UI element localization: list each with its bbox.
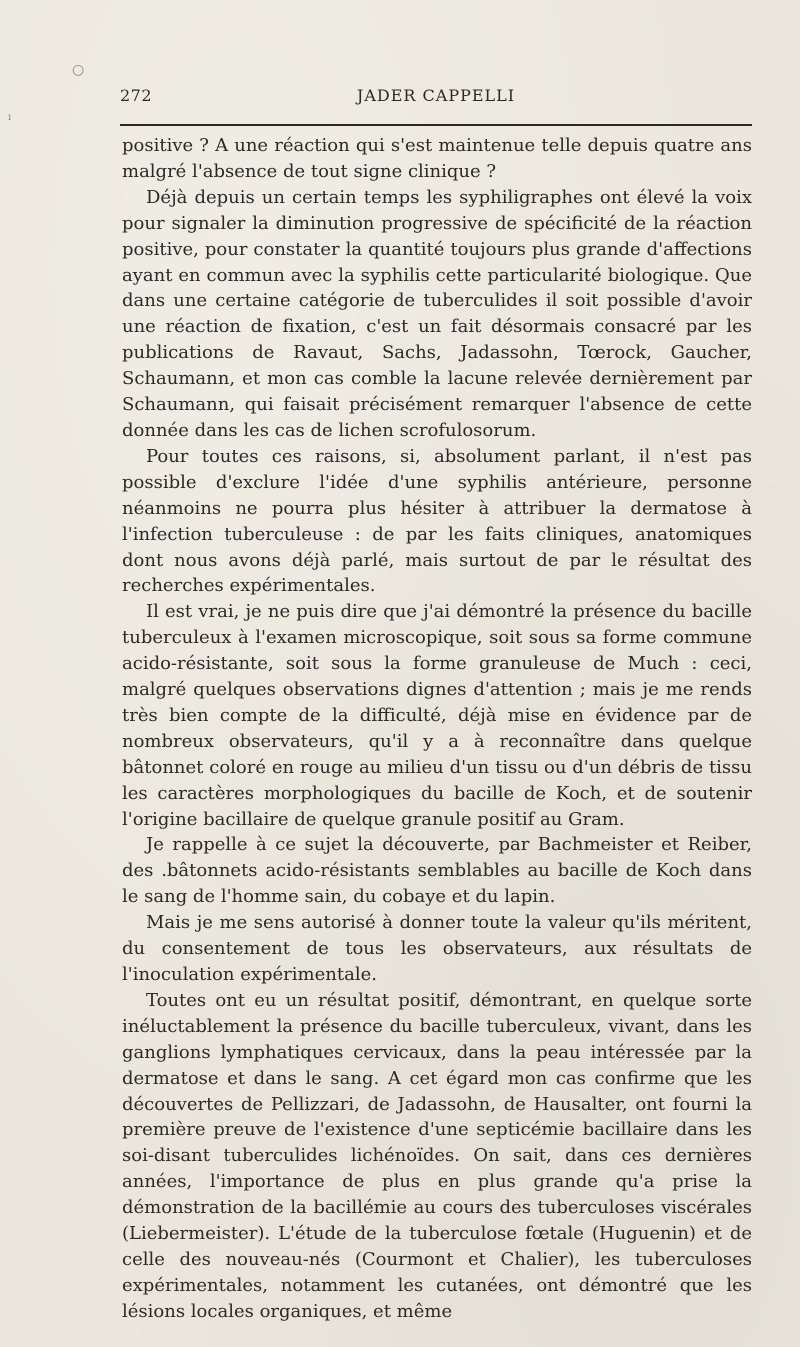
page-header xyxy=(120,86,752,110)
margin-tick-icon: ı xyxy=(8,112,12,123)
paragraph: Mais je me sens autorisé à donner toute la valeur qu'ils méritent, du consentement de tous les observateurs, aux résultats de l'inoculation expérimentale. xyxy=(122,912,752,985)
paragraph: Je rappelle à ce sujet la découverte, par Bachmeister et Reiber, des .bâtonnets acido-résistants semblables au bacille de Koch dans le sang de l'homme sain, du cobaye et du lapin. xyxy=(122,834,752,908)
margin-mark-icon: ○ xyxy=(72,62,85,78)
paragraph: Pour toutes ces raisons, si, absolument parlant, il n'est pas possible d'exclure l'idée d'une syphilis antérieure, personne néanmoins ne pourra plus hésiter à attribuer la dermatose à l'infection tuberculeuse : de par les faits cliniques, anatomiques dont nous avons déjà parlé, mais surtout de par le résultat des recherches expérimentales. xyxy=(122,445,752,597)
header-rule xyxy=(120,124,752,126)
paragraph: Déjà depuis un certain temps les syphiligraphes ont élevé la voix pour signaler la diminution progressive de spécificité de la réaction positive, pour constater la quantité toujours plus grande d'affections ayant en commun avec la syphilis cette particularité biologique. Que dans une certaine catégorie de tuberculides il soit possible d'avoir une réaction de fixation, c'est un fait désormais consacré par les publications de Ravaut, Sachs, Jadassohn, Tœrock, Gaucher, Schaumann, et mon cas comble la lacune relevée dernièrement par Schaumann, qui faisait précisément remarquer l'absence de cette donnée dans les cas de lichen scrofulosorum. xyxy=(122,186,752,441)
body-text xyxy=(122,133,752,1325)
page-number: 272 xyxy=(120,86,153,105)
paragraph: positive ? A une réaction qui s'est maintenue telle depuis quatre ans malgré l'absence de tout signe clinique ? xyxy=(122,135,752,182)
running-title: JADER CAPPELLI xyxy=(356,86,516,105)
paragraph: Il est vrai, je ne puis dire que j'ai démontré la présence du bacille tuberculeux à l'examen microscopique, soit sous sa forme commune acido-résistante, soit sous la forme granuleuse de Much : ceci, malgré quelques observations dignes d'attention ; mais je me rends très bien compte de la difficulté, déjà mise en évidence par de nombreux observateurs, qu'il y a à reconnaître dans quelque bâtonnet coloré en rouge au milieu d'un tissu ou d'un débris de tissu les caractères morphologiques du bacille de Koch, et de soutenir l'origine bacillaire de quelque granule positif au Gram. xyxy=(122,601,752,830)
paragraph: Toutes ont eu un résultat positif, démontrant, en quelque sorte inéluctablement la présence du bacille tuberculeux, vivant, dans les ganglions lymphatiques cervicaux, dans la peau intéressée par la dermatose et dans le sang. A cet égard mon cas confirme que les découvertes de Pellizzari, de Jadassohn, de Hausalter, ont fourni la première preuve de l'existence d'une septicémie bacillaire dans les soi-disant tuberculides lichénoïdes. On sait, dans ces dernières années, l'importance de plus en plus grande qu'a prise la démonstration de la bacillémie au cours des tuberculoses viscérales (Liebermeister). L'étude de la tuberculose fœtale (Huguenin) et de celle des nouveau-nés (Courmont et Chalier), les tuberculoses expérimentales, notamment les cutanées, ont démontré que les lésions locales organiques, et même xyxy=(122,989,752,1322)
